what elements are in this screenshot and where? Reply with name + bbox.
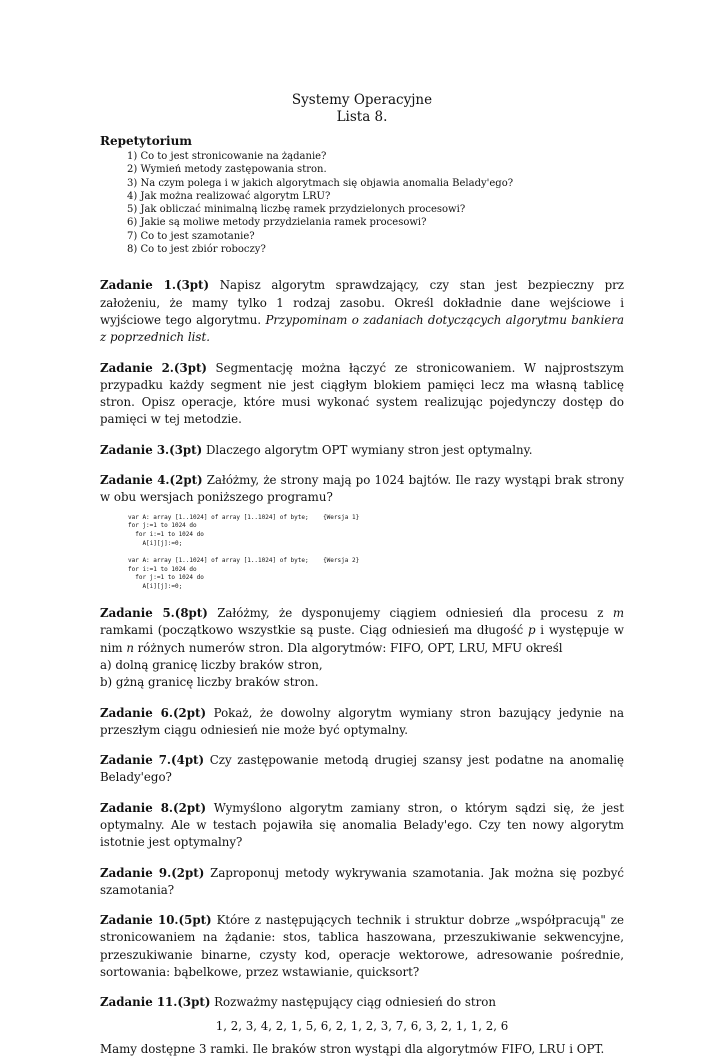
task-5-subitem-b: b) gżną granicę liczby braków stron. xyxy=(100,675,319,690)
reference-sequence: 1, 2, 3, 4, 2, 1, 5, 6, 2, 1, 2, 3, 7, 6, 3, 2, 1, 1, 2, 6 xyxy=(215,1018,509,1033)
task-label: Zadanie 11.(3pt) xyxy=(100,995,211,1010)
task-text: Które z następujących technik i struktur dobrze „współpracują" ze stronicowaniem na żądanie: stos, tablica haszowana, przeszukiwanie sekwencyjne, przeszukiwanie binarne, czysty kod, operacje wektorowe, adresowanie pośrednie, sortowania: bąbelkowe, przez wstawianie, quicksort? xyxy=(100,913,624,980)
task-label: Zadanie 5.(8pt) xyxy=(100,606,208,621)
task-text: i występuje w nim xyxy=(100,623,624,655)
code-listing-version-1: var A: array [1..1024] of array [1..1024] of byte; {Wersja 1} for j:=1 to 1024 do for i:=1 to 1024 do A[i][j]:=0; xyxy=(128,513,360,548)
task-1 xyxy=(100,277,624,346)
document-subtitle: Lista 8. xyxy=(336,109,388,125)
task-note: Przypominam o zadaniach dotyczących algorytmu bankiera z poprzednich list. xyxy=(100,312,625,345)
list-item: 4) Jak można realizować algorytm LRU? xyxy=(127,190,331,202)
task-text: Załóżmy, że dysponujemy ciągiem odniesień dla procesu z xyxy=(217,606,604,621)
list-item: 1) Co to jest stronicowanie na żądanie? xyxy=(127,151,327,162)
task-label: Zadanie 6.(2pt) xyxy=(100,705,207,720)
repetytorium-heading: Repetytorium xyxy=(100,134,192,148)
task-11-question: Mamy dostępne 3 ramki. Ile braków stron wystąpi dla algorytmów FIFO, LRU i OPT. xyxy=(100,1041,605,1056)
task-label: Zadanie 2.(3pt) xyxy=(100,360,207,375)
task-text: różnych numerów stron. Dla algorytmów: FIFO, OPT, LRU, MFU określ xyxy=(137,640,563,655)
list-item: 6) Jakie są moliwe metody przydzielania ramek procesowi? xyxy=(127,217,427,229)
repetytorium-list xyxy=(100,150,624,256)
document-title: Systemy Operacyjne xyxy=(291,92,433,108)
task-text: Segmentację można łączyć ze stronicowaniem. W najprostszym przypadku każdy segment nie jest ciągłym blokiem pamięci lecz ma własną tablicę stron. Opisz operacje, które musi wykonać system realizując pojedynczy dostęp do pamięci w tej metodzie. xyxy=(100,360,624,427)
task-8 xyxy=(100,800,624,852)
task-label: Zadanie 4.(2pt) xyxy=(100,473,203,488)
task-5 xyxy=(100,605,624,657)
task-label: Zadanie 9.(2pt) xyxy=(100,865,205,880)
task-text: Napisz algorytm sprawdzający, czy stan jest bezpieczny prz założeniu, że mamy tylko 1 rodzaj zasobu. Określ dokładnie dane wejściowe i wyjściowe tego algorytmu. xyxy=(100,278,624,327)
list-item: 3) Na czym polega i w jakich algorytmach się objawia anomalia Belady'ego? xyxy=(127,177,514,189)
document-page xyxy=(100,92,624,1058)
task-text: Czy zastępowanie metodą drugiej szansy jest podatne na anomalię Belady'ego? xyxy=(100,753,624,785)
task-text: Pokaż, że dowolny algorytm wymiany stron bazujący jedynie na przeszłym ciągu odniesień nie może być optymalny. xyxy=(100,705,624,737)
list-item: 8) Co to jest zbiór roboczy? xyxy=(127,244,266,256)
task-label: Zadanie 10.(5pt) xyxy=(100,913,212,928)
math-var-m: m xyxy=(612,606,624,621)
task-6 xyxy=(100,705,624,740)
math-var-n: n xyxy=(126,640,134,655)
task-label: Zadanie 7.(4pt) xyxy=(100,753,205,768)
task-text: Dlaczego algorytm OPT wymiany stron jest optymalny. xyxy=(205,442,533,457)
math-var-p: p xyxy=(527,623,536,638)
task-4 xyxy=(100,472,624,507)
code-listing-version-2: var A: array [1..1024] of array [1..1024] of byte; {Wersja 2} for i:=1 to 1024 do for j:=1 to 1024 do A[i][j]:=0; xyxy=(128,556,360,591)
task-11 xyxy=(100,994,624,1011)
task-label: Zadanie 3.(3pt) xyxy=(100,442,203,457)
task-2 xyxy=(100,360,624,429)
task-10 xyxy=(100,912,624,981)
task-text: Wymyślono algorytm zamiany stron, o którym sądzi się, że jest optymalny. Ale w testach pojawiła się anomalia Belady'ego. Czy ten nowy algorytm istotnie jest optymalny? xyxy=(100,800,624,850)
task-7 xyxy=(100,752,624,787)
task-text: Załóżmy, że strony mają po 1024 bajtów. Ile razy wystąpi brak strony w obu wersjach poniższego programu? xyxy=(100,473,624,505)
task-9 xyxy=(100,865,624,900)
task-3 xyxy=(100,442,624,459)
list-item: 2) Wymień metody zastępowania stron. xyxy=(127,164,327,176)
task-label: Zadanie 8.(2pt) xyxy=(100,800,207,815)
task-text: ramkami (początkowo wszystkie są puste. Ciąg odniesień ma długość xyxy=(100,623,524,638)
task-5-subitem-a: a) dolną granicę liczby braków stron, xyxy=(100,657,323,672)
list-item: 5) Jak obliczać minimalną liczbę ramek przydzielonych procesowi? xyxy=(127,204,466,216)
task-label: Zadanie 1.(3pt) xyxy=(100,278,210,293)
list-item: 7) Co to jest szamotanie? xyxy=(127,230,255,242)
task-text: Zaproponuj metody wykrywania szamotania. Jak można się pozbyć szamotania? xyxy=(100,865,624,897)
task-text: Rozważmy następujący ciąg odniesień do stron xyxy=(214,995,497,1010)
